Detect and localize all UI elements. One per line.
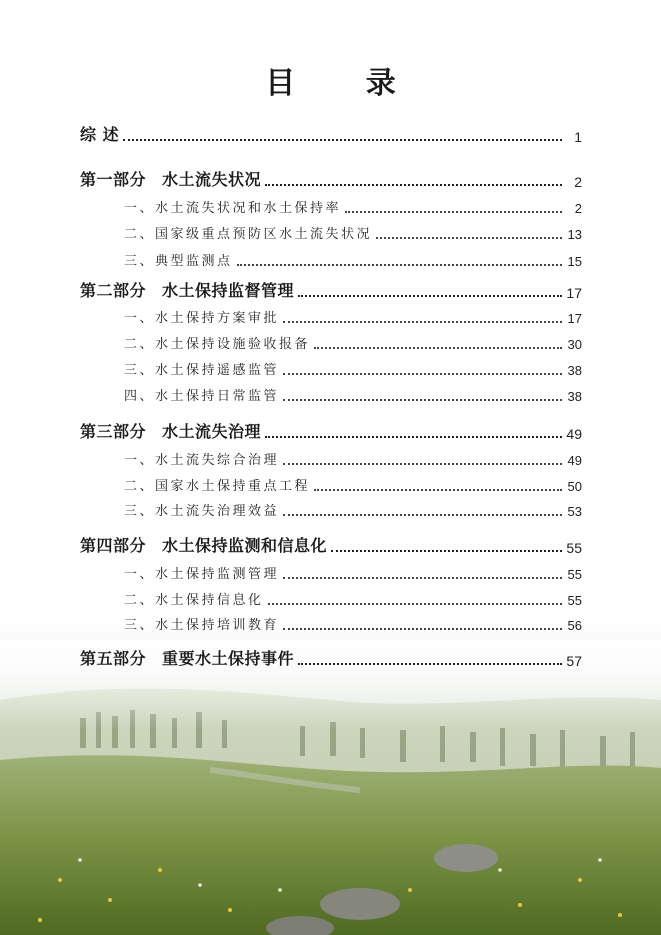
dot-leader xyxy=(265,436,562,438)
toc-entry-page: 38 xyxy=(567,389,582,404)
page-title: 目 录 xyxy=(265,66,426,101)
toc-entry-label: 二、国家级重点预防区水土流失状况 xyxy=(124,227,373,242)
toc-entry-page: 57 xyxy=(566,653,582,669)
toc-entry-label: 三、水土流失治理效益 xyxy=(124,504,280,519)
toc-entry-label: 一、水土保持方案审批 xyxy=(124,311,280,326)
part-number: 第三部分 xyxy=(80,422,147,441)
part-title: 水土流失状况 xyxy=(162,170,262,189)
dot-leader xyxy=(314,347,562,349)
toc-section-2-4[interactable] xyxy=(124,385,582,404)
toc-entry-page: 2 xyxy=(574,201,582,216)
dot-leader xyxy=(283,628,562,630)
toc-entry-page: 53 xyxy=(567,504,582,519)
toc-section-4-2[interactable] xyxy=(124,589,582,608)
dot-leader xyxy=(376,237,562,239)
part-title: 重要水土保持事件 xyxy=(162,649,295,668)
toc-section-2-3[interactable] xyxy=(124,359,582,378)
toc-section-2-2[interactable] xyxy=(124,333,582,352)
dot-leader xyxy=(283,514,562,516)
dot-leader xyxy=(237,264,562,266)
toc-entry-page: 49 xyxy=(567,453,582,468)
toc-entry-label: 三、典型监测点 xyxy=(124,254,233,269)
dot-leader xyxy=(268,603,562,605)
dot-leader xyxy=(283,373,562,375)
toc-section-4-1[interactable] xyxy=(124,563,582,582)
dot-leader xyxy=(123,139,562,141)
part-number: 第四部分 xyxy=(80,536,147,555)
toc-part-1[interactable] xyxy=(80,167,582,190)
toc-entry-page: 30 xyxy=(567,337,582,352)
dot-leader xyxy=(283,577,562,579)
dot-leader xyxy=(283,321,562,323)
part-title: 水土保持监督管理 xyxy=(162,281,295,300)
dot-leader xyxy=(345,211,562,213)
toc-entry-label: 四、水土保持日常监管 xyxy=(124,389,280,404)
toc-entry-label: 综 述 xyxy=(80,125,120,144)
toc-entry-page: 55 xyxy=(566,540,582,556)
toc-section-1-1[interactable] xyxy=(124,197,582,216)
toc-entry-page: 50 xyxy=(567,479,582,494)
toc-entry-page: 2 xyxy=(574,174,582,190)
toc-entry-page: 38 xyxy=(567,363,582,378)
toc-entry-label: 二、水土保持信息化 xyxy=(124,593,264,608)
part-number: 第五部分 xyxy=(80,649,147,668)
part-title: 水土保持监测和信息化 xyxy=(162,536,328,555)
toc-entry-page: 13 xyxy=(567,227,582,242)
toc-entry-page: 55 xyxy=(567,567,582,582)
part-number: 第二部分 xyxy=(80,281,147,300)
dot-leader xyxy=(298,663,562,665)
toc-section-1-2[interactable] xyxy=(124,223,582,242)
toc-entry-page: 17 xyxy=(567,311,582,326)
dot-leader xyxy=(314,489,562,491)
toc-entry-page: 49 xyxy=(566,426,582,442)
dot-leader xyxy=(283,399,562,401)
dot-leader xyxy=(298,295,562,297)
toc-part-4[interactable] xyxy=(80,533,582,556)
toc-entry-label: 一、水土保持监测管理 xyxy=(124,567,280,582)
toc-section-3-3[interactable] xyxy=(124,500,582,519)
toc-section-2-1[interactable] xyxy=(124,307,582,326)
toc-section-4-3[interactable] xyxy=(124,614,582,633)
toc-entry-label: 三、水土保持遥感监管 xyxy=(124,363,280,378)
toc-entry-page: 1 xyxy=(574,129,582,145)
toc-entry-page: 56 xyxy=(567,618,582,633)
toc-section-1-3[interactable] xyxy=(124,250,582,269)
toc-entry-label: 二、水土保持设施验收报备 xyxy=(124,337,311,352)
dot-leader xyxy=(283,463,562,465)
toc-part-5[interactable] xyxy=(80,646,582,669)
toc-entry-label: 二、国家水土保持重点工程 xyxy=(124,479,311,494)
toc-part-2[interactable] xyxy=(80,278,582,301)
toc-part-3[interactable] xyxy=(80,419,582,442)
toc-entry-page: 17 xyxy=(566,285,582,301)
toc-entry-overview[interactable] xyxy=(80,122,582,145)
part-number: 第一部分 xyxy=(80,170,147,189)
toc-entry-page: 15 xyxy=(567,254,582,269)
toc-section-3-2[interactable] xyxy=(124,475,582,494)
toc-entry-label: 三、水土保持培训教育 xyxy=(124,618,280,633)
toc-entry-label: 一、水土流失状况和水土保持率 xyxy=(124,201,342,216)
toc-entry-page: 55 xyxy=(567,593,582,608)
dot-leader xyxy=(265,184,562,186)
part-title: 水土流失治理 xyxy=(162,422,262,441)
dot-leader xyxy=(331,550,562,552)
toc-entry-label: 一、水土流失综合治理 xyxy=(124,453,280,468)
toc-section-3-1[interactable] xyxy=(124,449,582,468)
